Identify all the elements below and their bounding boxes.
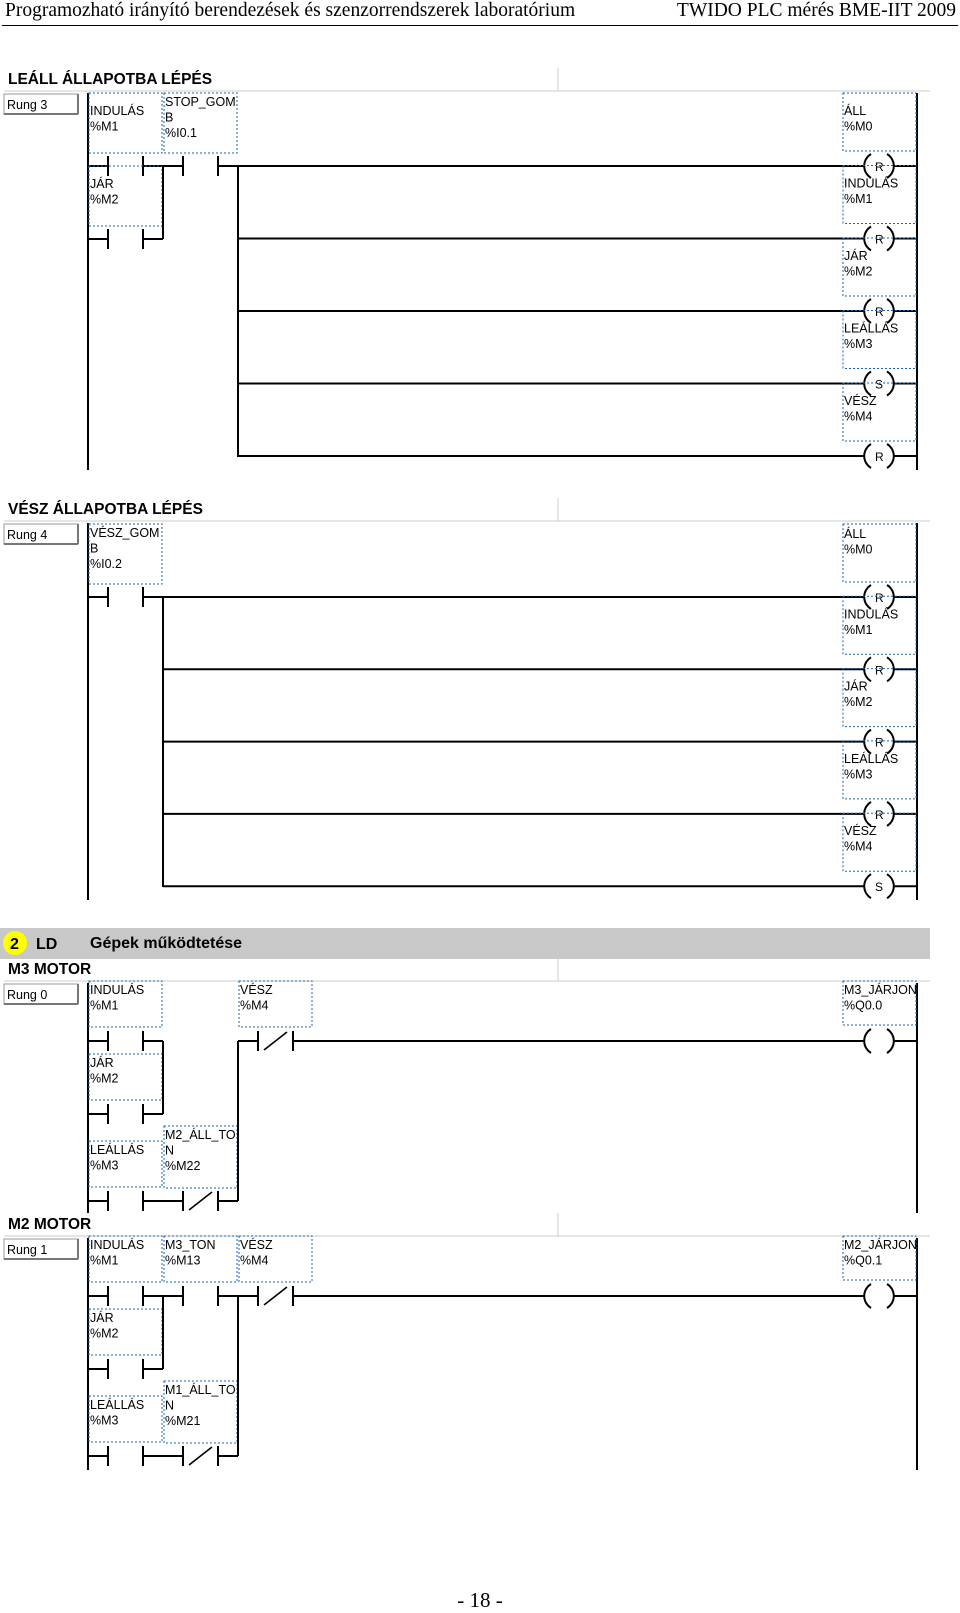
coil-label-line: LEÁLLÁS [844, 321, 899, 336]
rung-title: LEÁLL ÁLLAPOTBA LÉPÉS [8, 71, 213, 88]
coil-label-line: VÉSZ [844, 394, 877, 408]
contact-label-line: %M3 [90, 1158, 119, 1173]
coil-label-line: %M2 [844, 695, 873, 710]
contact-1 [163, 156, 238, 176]
contact-label-line: B [90, 541, 99, 556]
contact-0 [88, 587, 163, 607]
contact-label-line: M2_ÁLL_TO [165, 1128, 236, 1142]
section-number: 2 [10, 936, 19, 953]
coil-letter: S [875, 377, 884, 392]
contact-label-line: %M4 [240, 998, 269, 1013]
coil-letter: R [875, 450, 884, 464]
contact-label-line: INDULÁS [90, 983, 145, 997]
contact-label-line: LEÁLLÁS [90, 1143, 145, 1157]
coil-label-line: %Q0.1 [844, 1253, 883, 1268]
coil-label-line: %M1 [844, 622, 873, 637]
contact-label-line: JÁR [90, 1311, 114, 1325]
contact-label-line: %M4 [240, 1253, 269, 1268]
coil-letter: R [875, 591, 884, 605]
contact-label-line: %M13 [165, 1253, 201, 1268]
coil-label-line: LEÁLLÁS [844, 751, 899, 766]
coil-letter: R [875, 735, 884, 750]
contact-label-line: %M1 [90, 1253, 119, 1268]
contact-3 [88, 1191, 163, 1211]
contact-label-line: B [165, 110, 174, 125]
contact-0 [88, 1286, 163, 1306]
coil-label-line: VÉSZ [844, 824, 877, 839]
contact-label-line: %M2 [90, 1326, 119, 1341]
coil-letter: R [875, 663, 884, 678]
contact-1 [238, 1031, 313, 1051]
contact-label-line: %I0.1 [165, 126, 197, 140]
contact-label-line: %M1 [90, 998, 119, 1013]
contact-label-line: M1_ÁLL_TO [165, 1383, 236, 1397]
contact-label-line: JÁR [90, 177, 114, 191]
coil-label-line: %M0 [844, 542, 873, 557]
contact-2 [238, 1286, 313, 1306]
rung-title: M2 MOTOR [8, 1216, 92, 1233]
coil-letter: R [875, 305, 884, 319]
contact-2 [88, 229, 163, 249]
coil-label-line: %M1 [844, 192, 873, 206]
coil-label-line: INDULÁS [844, 607, 899, 622]
rung-label: Rung 3 [7, 98, 48, 112]
coil-label-line: %M3 [844, 767, 873, 782]
contact-label-line: VÉSZ [240, 983, 273, 997]
contact-label-line: M3_TON [165, 1238, 216, 1252]
rung-label: Rung 4 [7, 528, 48, 542]
contact-4 [88, 1446, 163, 1466]
page-number: - 18 - [457, 1588, 503, 1612]
coil-0 [842, 1284, 917, 1308]
coil-label-line: %M2 [844, 264, 873, 279]
coil-label-line: ÁLL [844, 104, 867, 118]
coil-label-line: %M3 [844, 337, 873, 351]
contact-label-line: %M22 [165, 1159, 201, 1173]
contact-2 [88, 1104, 163, 1124]
contact-label-line: %M3 [90, 1413, 119, 1428]
contact-5 [163, 1446, 238, 1466]
contact-label-line: N [165, 1143, 175, 1158]
contact-label-line: %M2 [90, 1071, 119, 1086]
contact-label-line: N [165, 1398, 175, 1413]
contact-1 [163, 1286, 238, 1306]
contact-3 [88, 1359, 163, 1379]
contact-label-line: %M21 [165, 1414, 201, 1428]
coil-letter: R [875, 160, 884, 174]
contact-label-line: VÉSZ [240, 1238, 273, 1252]
coil-letter: R [875, 232, 884, 247]
coil-letter: S [875, 880, 884, 895]
contact-0 [88, 1031, 163, 1051]
header-lab-title: TWIDO PLC mérés BME-IIT 2009 [676, 0, 956, 21]
contact-label-line: VÉSZ_GOM [90, 526, 160, 540]
contact-label-line: %M2 [90, 192, 119, 207]
coil-label-line: JÁR [844, 679, 868, 694]
contact-label-line: %I0.2 [90, 557, 122, 571]
section-title: Gépek működtetése [90, 935, 243, 952]
rung-title: M3 MOTOR [8, 961, 92, 978]
coil-label-line: JÁR [844, 249, 868, 263]
contact-label-line: INDULÁS [90, 1238, 145, 1252]
contact-label-line: LEÁLLÁS [90, 1398, 145, 1412]
coil-label-line: M2_JÁRJON [844, 1238, 917, 1252]
rung-label: Rung 0 [7, 988, 48, 1002]
coil-label-line: ÁLL [844, 527, 867, 541]
coil-label-line: %M4 [844, 409, 873, 424]
contact-label-line: JÁR [90, 1056, 114, 1070]
coil-letter: R [875, 807, 884, 822]
contact-label-line: INDULÁS [90, 104, 145, 118]
coil-0 [842, 1029, 917, 1053]
rung-title: VÉSZ ÁLLAPOTBA LÉPÉS [8, 501, 203, 518]
contact-4 [163, 1191, 238, 1211]
rung-label: Rung 1 [7, 1243, 48, 1257]
coil-label-line: %M4 [844, 839, 873, 854]
section-type: LD [36, 936, 58, 953]
coil-label-line: INDULÁS [844, 176, 899, 191]
coil-label-line: %Q0.0 [844, 998, 883, 1013]
contact-label-line: %M1 [90, 119, 119, 134]
header-course-title: Programozható irányító berendezések és szenzorrendszerek laboratórium [5, 0, 576, 21]
coil-label-line: M3_JÁRJON [844, 983, 917, 997]
contact-label-line: STOP_GOM [165, 95, 236, 109]
coil-label-line: %M0 [844, 119, 873, 134]
